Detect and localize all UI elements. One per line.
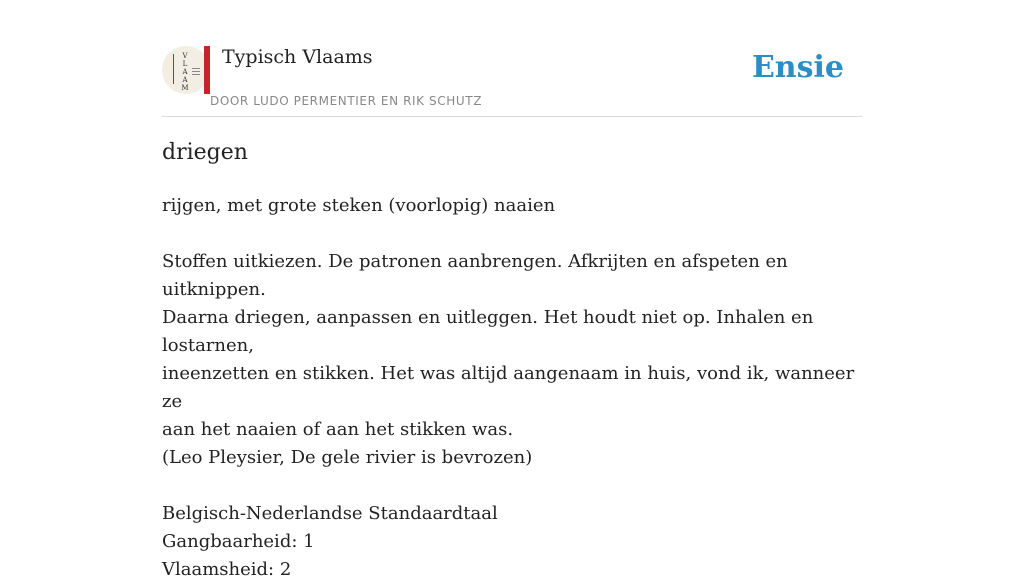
register-label: Belgisch-Nederlandse Standaardtaal (162, 503, 498, 524)
example-line: aan het naaien of aan het stikken was. (162, 419, 514, 440)
entry-content (162, 192, 862, 584)
vlaamsheid-rating: Vlaamsheid: 2 (162, 559, 292, 580)
spacer (162, 472, 862, 500)
ensie-brand-logo[interactable]: Ensie (751, 50, 844, 85)
example-line: ineenzetten en stikken. Het was altijd aangenaam in huis, vond ik, wanneer ze (162, 363, 855, 412)
byline: DOOR LUDO PERMENTIER EN RIK SCHUTZ (210, 94, 483, 108)
example-line: Daarna driegen, aanpassen en uitleggen. Het houdt niet op. Inhalen en lostarnen, (162, 307, 814, 356)
logo-accent-line (173, 54, 174, 84)
page (162, 0, 862, 580)
example-line: Stoffen uitkiezen. De patronen aanbrengen. Afkrijten en afspeten en uitknippen. (162, 251, 788, 300)
example-source: (Leo Pleysier, De gele rivier is bevrozen) (162, 447, 533, 468)
typisch-vlaams-logo[interactable] (162, 46, 210, 94)
header (162, 0, 862, 117)
entry-definition: rijgen, met grote steken (voorlopig) naaien (162, 195, 556, 216)
gangbaarheid-rating: Gangbaarheid: 1 (162, 531, 315, 552)
entry-word: driegen (162, 140, 248, 165)
logo-text-lines (192, 68, 200, 78)
logo-lettering: V L A A M (181, 52, 189, 92)
spacer (162, 220, 862, 248)
site-title[interactable]: Typisch Vlaams (222, 46, 373, 68)
logo-red-bar (204, 46, 210, 94)
